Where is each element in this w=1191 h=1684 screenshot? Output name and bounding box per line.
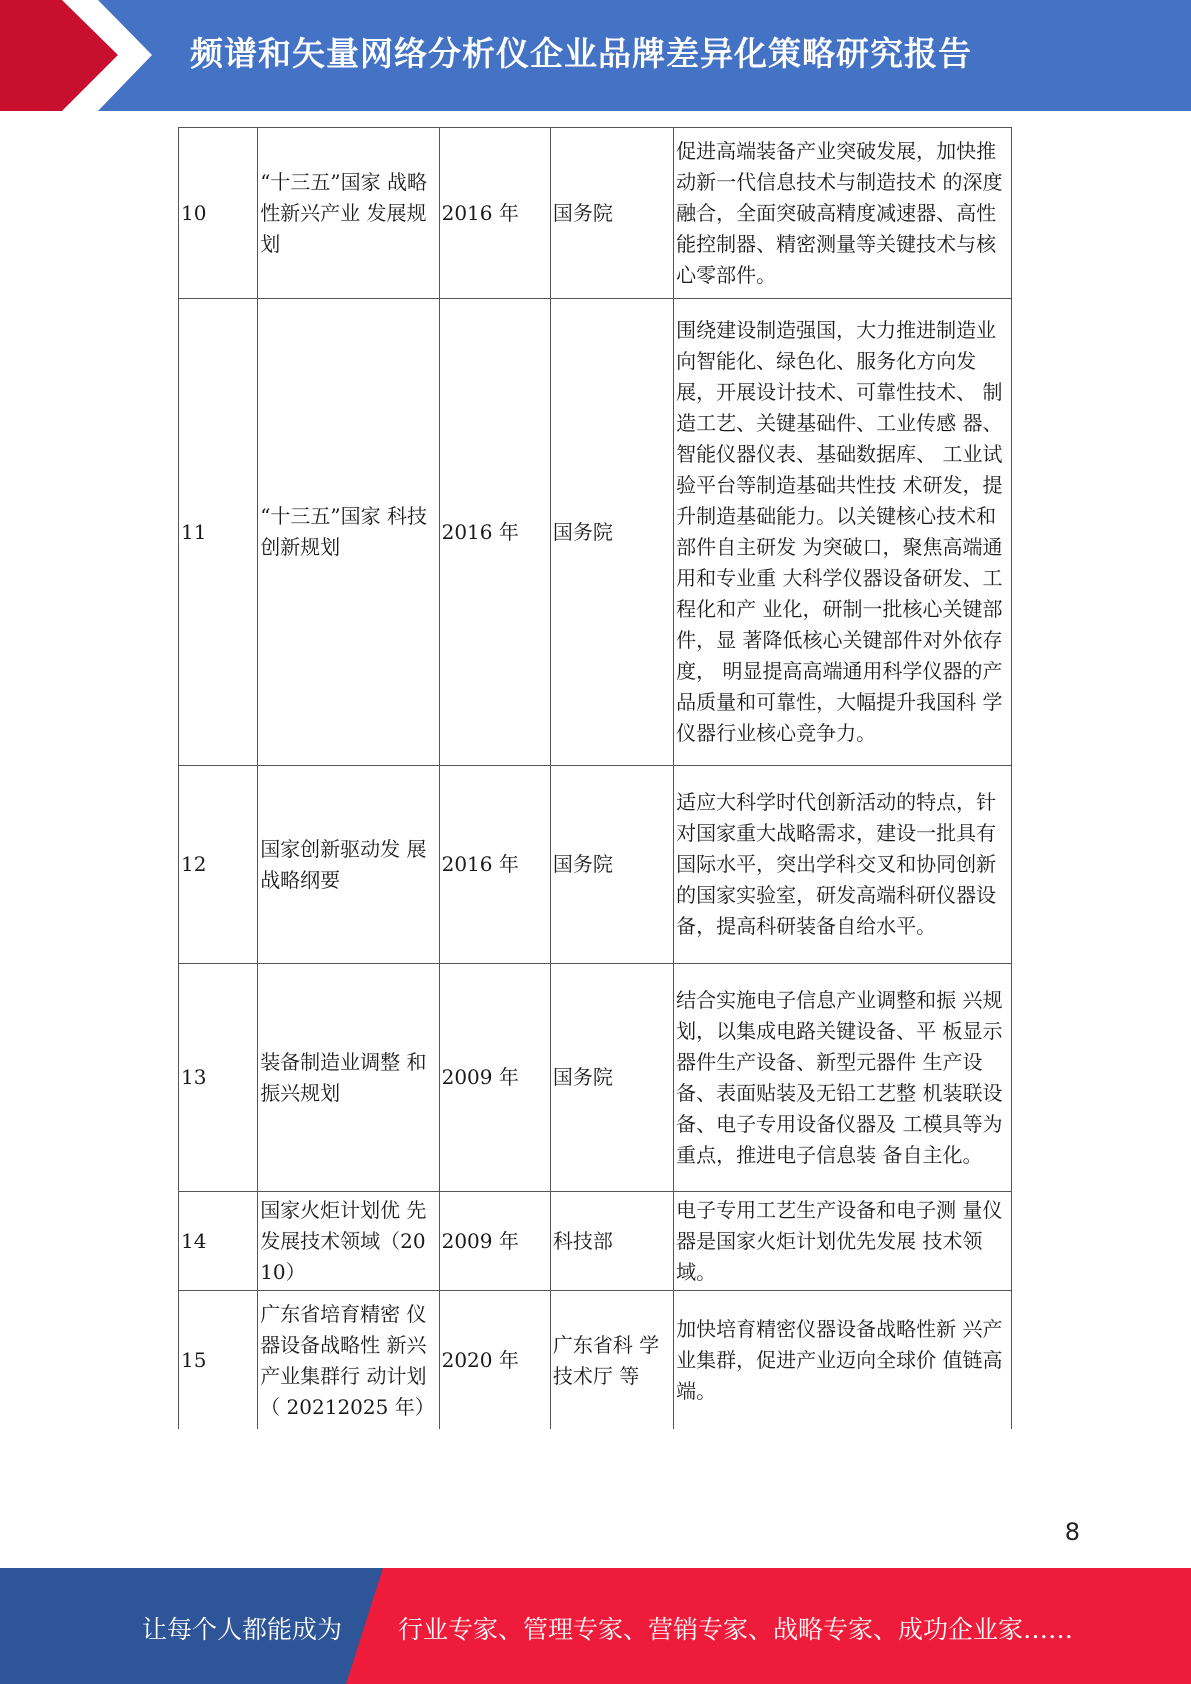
table-row [179, 766, 1012, 964]
policy-year: 2009 年 [439, 1192, 550, 1291]
page-header [0, 0, 1191, 111]
issuing-department: 科技部 [550, 1192, 673, 1291]
policy-year: 2009 年 [439, 964, 550, 1192]
policy-content: 适应大科学时代创新活动的特点，针对国家重大战略需求，建设一批具有国际水平，突出学科交叉和协同创新的国家实验室，研发高端科研仪器设备，提高科研装备自给水平。 [674, 766, 1012, 964]
row-number: 13 [179, 964, 258, 1192]
row-number: 11 [179, 299, 258, 766]
footer-slogan-left: 让每个人都能成为 [142, 1615, 343, 1644]
policy-table-container [178, 127, 1012, 1429]
row-number: 15 [179, 1291, 258, 1430]
issuing-department: 广东省科 学技术厅 等 [550, 1291, 673, 1430]
table-row [179, 128, 1012, 299]
policy-name: 广东省培育精密 仪器设备战略性 新兴产业集群行 动计划（ 20212025 年） [258, 1291, 439, 1430]
policy-year: 2016 年 [439, 128, 550, 299]
policy-name: “十三五”国家 科技创新规划 [258, 299, 439, 766]
issuing-department: 国务院 [550, 766, 673, 964]
table-row [179, 299, 1012, 766]
policy-content: 加快培育精密仪器设备战略性新 兴产业集群，促进产业迈向全球价 值链高端。 [674, 1291, 1012, 1430]
policy-name: 国家创新驱动发 展战略纲要 [258, 766, 439, 964]
policy-content: 结合实施电子信息产业调整和振 兴规划，以集成电路关键设备、平 板显示器件生产设备、新型元器件 生产设备、表面贴装及无铅工艺整 机装联设备、电子专用设备仪器及 工模具等为重点，推进电子信息装 备自主化。 [674, 964, 1012, 1192]
table-row [179, 1291, 1012, 1430]
issuing-department: 国务院 [550, 128, 673, 299]
footer-slogan-right: 行业专家、管理专家、营销专家、战略专家、成功企业家…… [398, 1615, 1074, 1644]
policy-content: 电子专用工艺生产设备和电子测 量仪器是国家火炬计划优先发展 技术领域。 [674, 1192, 1012, 1291]
issuing-department: 国务院 [550, 964, 673, 1192]
row-number: 12 [179, 766, 258, 964]
policy-content: 促进高端装备产业突破发展，加快推动新一代信息技术与制造技术 的深度融合，全面突破高精度减速器、高性能控制器、精密测量等关键技术与核心零部件。 [674, 128, 1012, 299]
table-row [179, 1192, 1012, 1291]
report-title: 频谱和矢量网络分析仪企业品牌差异化策略研究报告 [190, 34, 972, 73]
policy-name: “十三五”国家 战略性新兴产业 发展规划 [258, 128, 439, 299]
page-footer [0, 1568, 1191, 1684]
policy-name: 装备制造业调整 和振兴规划 [258, 964, 439, 1192]
policy-year: 2016 年 [439, 766, 550, 964]
table-row [179, 964, 1012, 1192]
policy-table [178, 127, 1012, 1429]
policy-year: 2020 年 [439, 1291, 550, 1430]
policy-year: 2016 年 [439, 299, 550, 766]
row-number: 10 [179, 128, 258, 299]
page-number: 8 [1064, 1518, 1080, 1546]
row-number: 14 [179, 1192, 258, 1291]
policy-name: 国家火炬计划优 先发展技术领域（2010） [258, 1192, 439, 1291]
policy-content: 围绕建设制造强国，大力推进制造业向智能化、绿色化、服务化方向发展，开展设计技术、可靠性技术、 制造工艺、关键基础件、工业传感 器、智能仪器仪表、基础数据库、 工业试验平台等制造基础共性技 术研发，提升制造基础能力。以关键核心技术和部件自主研发 为突破口，聚焦高端通用和专业重 大科学仪器设备研发、工程化和产 业化，研制一批核心关键部件，显 著降低核心关键部件对外依存度， 明显提高高端通用科学仪器的产 品质量和可靠性，大幅提升我国科 学仪器行业核心竞争力。 [674, 299, 1012, 766]
issuing-department: 国务院 [550, 299, 673, 766]
